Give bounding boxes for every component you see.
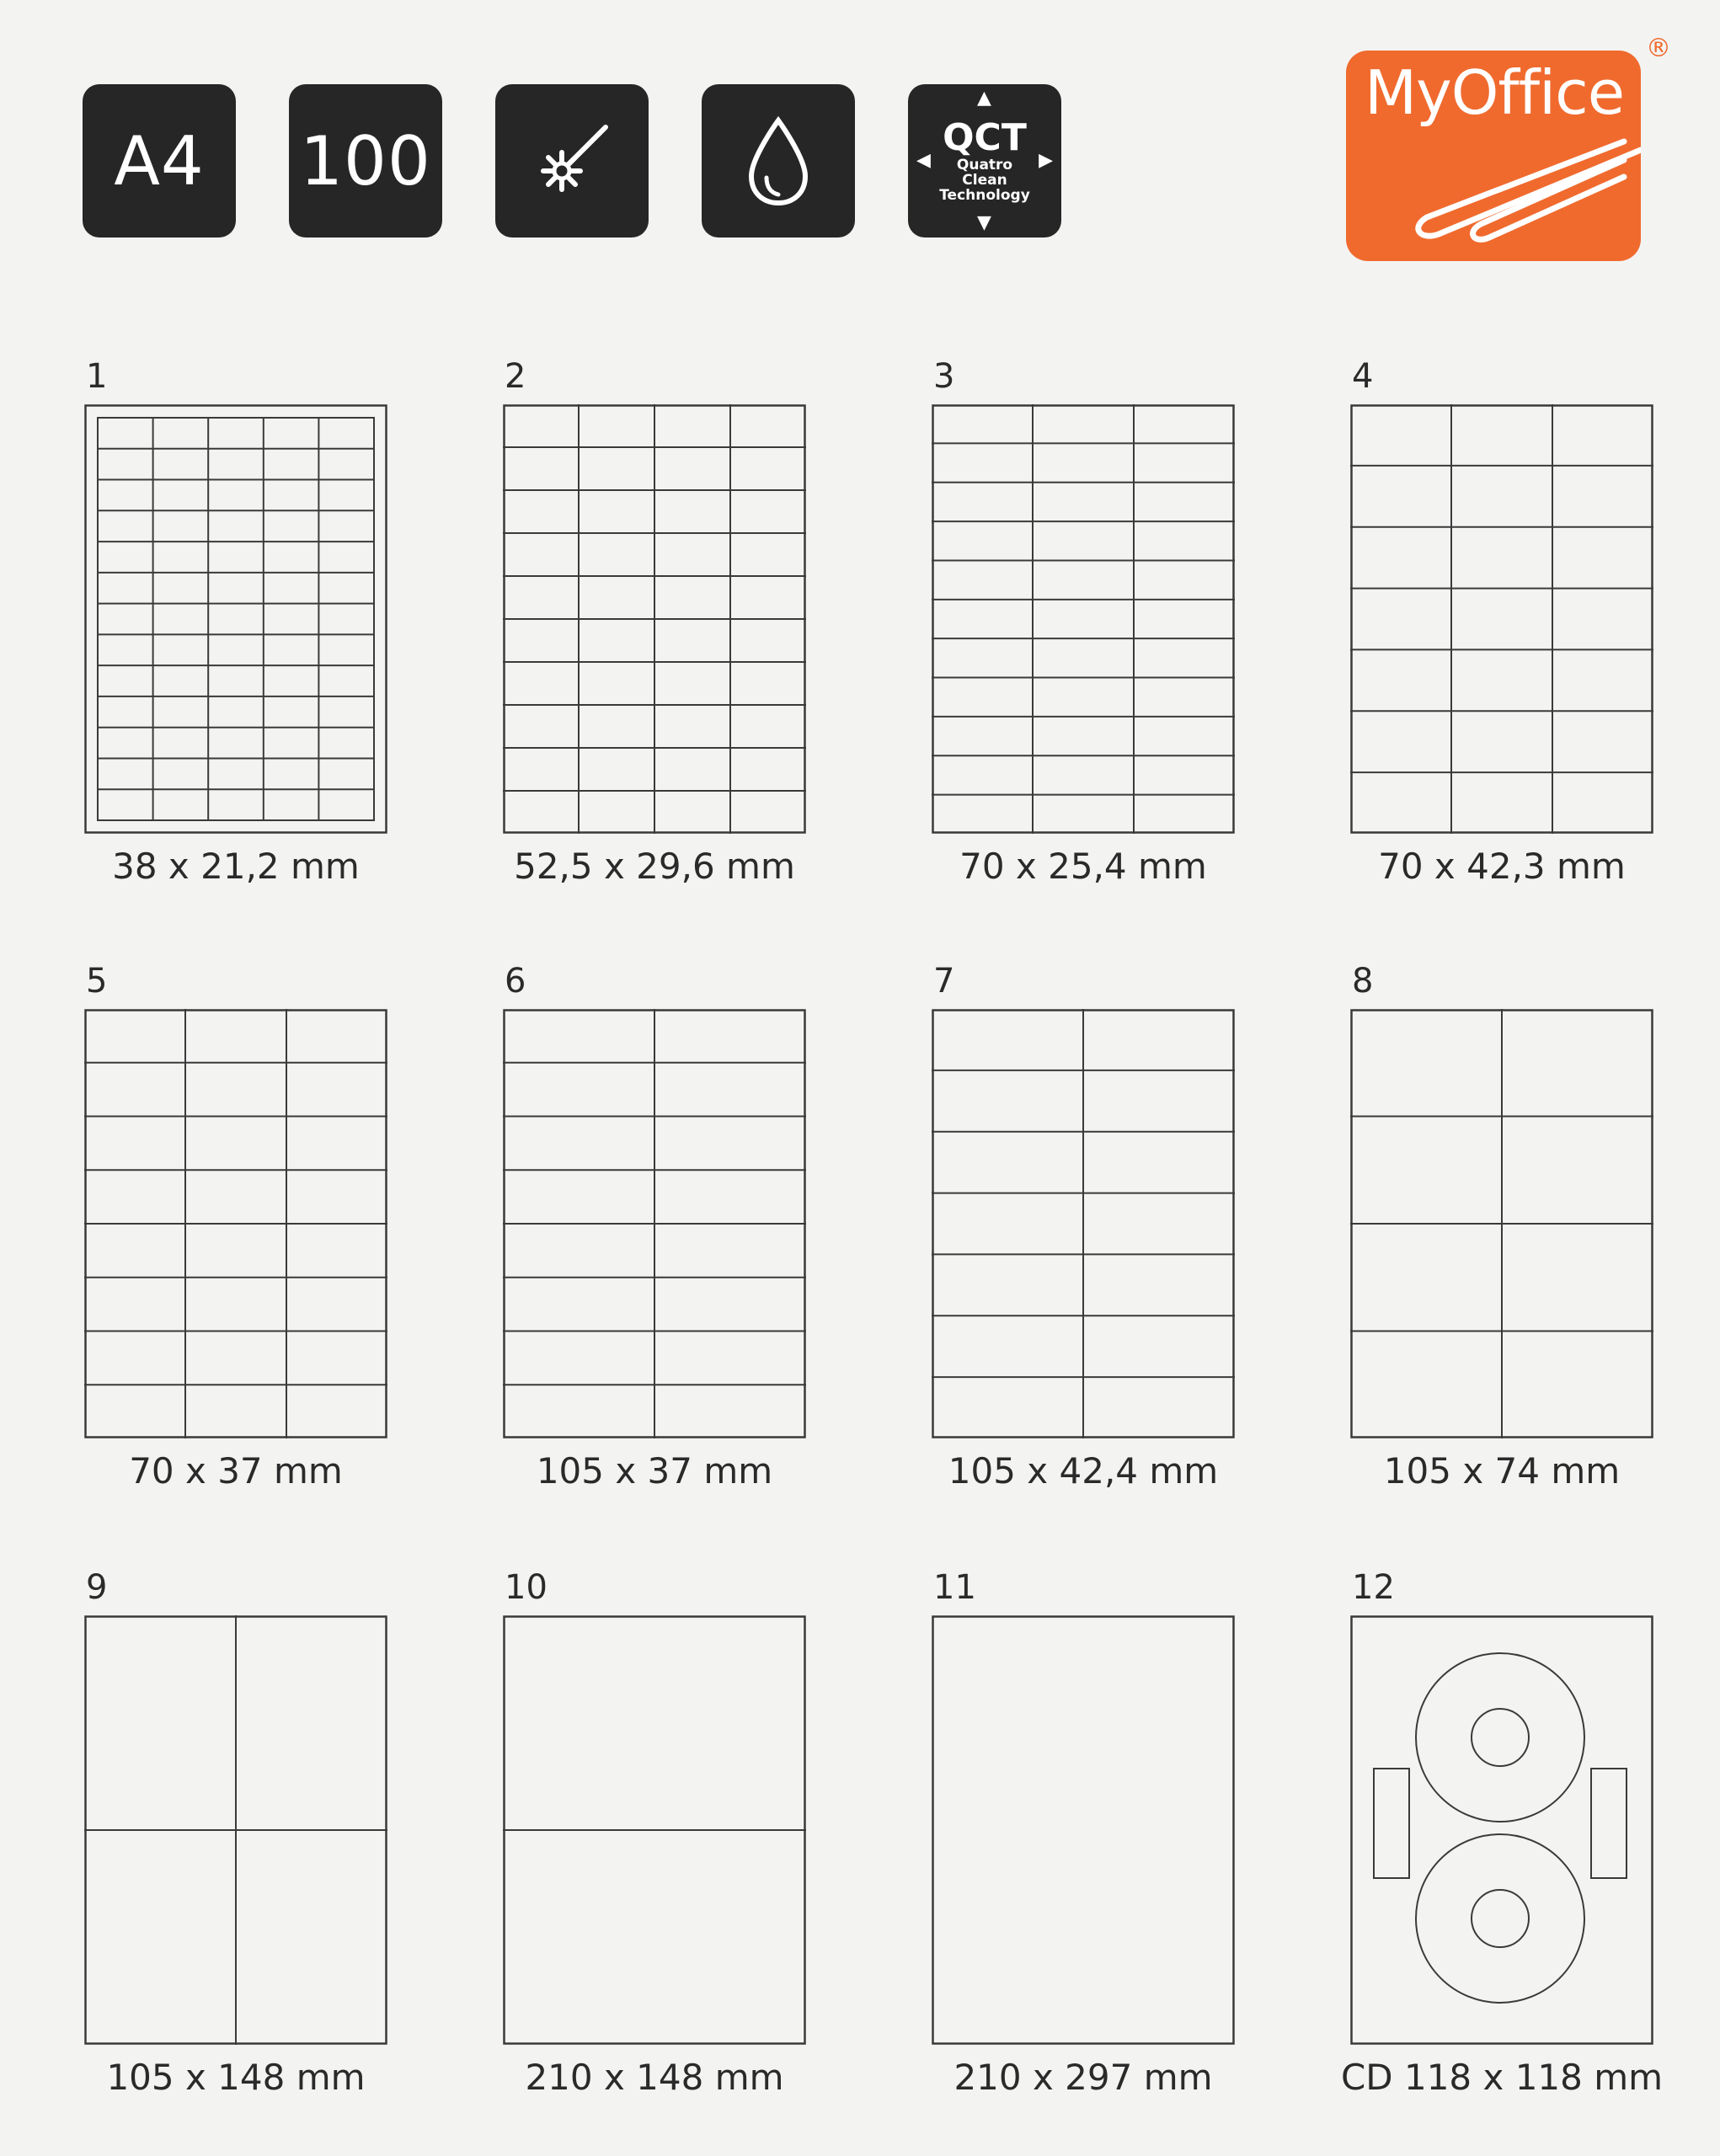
sheet-outline [933,1617,1234,2044]
label-sheet-diagram [84,404,387,834]
layout-number: 4 [1352,357,1374,396]
layout-number: 11 [933,1568,976,1607]
sheet-svg [503,1615,806,2045]
count-badge [289,84,442,237]
sheet-svg [932,1615,1235,2045]
label-area [98,418,374,820]
a4-badge [83,84,236,237]
layout-number: 5 [86,962,108,1001]
layout-number: 10 [505,1568,548,1607]
count-label: 100 [300,121,431,200]
label-sheet-diagram [932,1615,1235,2045]
arrow-left-icon: ◀ [916,150,931,171]
sheet-svg [932,1009,1235,1438]
layout-number: 3 [933,357,955,396]
label-sheet-diagram [932,1009,1235,1438]
sheet-svg [84,1009,387,1438]
label-sheet-diagram [84,1615,387,2045]
label-sheet-diagram [84,1009,387,1438]
layout-number: 8 [1352,962,1374,1001]
label-dimensions: 38 x 21,2 mm [112,846,360,887]
label-sheet-diagram [503,1615,806,2045]
layout-number: 7 [933,962,955,1001]
sheet-svg [84,1615,387,2045]
label-dimensions: 210 x 297 mm [953,2057,1213,2098]
spine-label [1374,1769,1409,1878]
sheet-outline [1352,406,1653,833]
laser-icon-svg [521,110,622,211]
cd-hole [1472,1890,1529,1947]
label-sheet-diagram [503,1009,806,1438]
qct-sub-3: Technology [939,187,1030,204]
label-dimensions: 210 x 148 mm [525,2057,784,2098]
sheet-svg [932,404,1235,834]
drop-icon-svg [728,110,829,211]
arrow-right-icon: ▶ [1039,150,1053,171]
layout-number: 1 [86,357,108,396]
spine-label [1591,1769,1627,1878]
myoffice-logo [1346,51,1641,261]
qct-sub-2: Clean [962,172,1007,189]
registered-mark: ® [1646,34,1671,63]
layout-number: 6 [505,962,526,1001]
sheet-svg [503,404,806,834]
qct-badge [908,84,1061,237]
layout-number: 9 [86,1568,108,1607]
layout-number: 2 [505,357,526,396]
label-dimensions: 105 x 37 mm [536,1450,773,1492]
cd-label-outline [1416,1653,1584,1822]
qct-sub-1: Quatro [956,157,1013,173]
label-sheet-diagram [1350,404,1653,834]
label-sheet-diagram [932,404,1235,834]
label-dimensions: 70 x 25,4 mm [959,846,1207,887]
sheet-svg [84,404,387,834]
label-sheet-diagram [503,404,806,834]
cd-label-outline [1416,1834,1584,2003]
logo-text: MyOffice [1365,57,1624,128]
label-dimensions: 105 x 42,4 mm [948,1450,1219,1492]
label-dimensions: 52,5 x 29,6 mm [514,846,795,887]
label-dimensions: CD 118 x 118 mm [1340,2057,1664,2098]
cd-hole [1472,1709,1529,1766]
qct-title: QCT [943,116,1027,159]
sheet-outline [86,406,387,833]
paperclip-icon [1346,51,1641,261]
sheet-svg [1350,1615,1653,2045]
layout-number: 12 [1352,1568,1395,1607]
ink-drop-icon [702,84,855,237]
sheet-svg [1350,1009,1653,1438]
label-sheet-diagram [1350,1615,1653,2045]
sheet-outline [933,406,1234,833]
sheet-svg [1350,404,1653,834]
label-dimensions: 105 x 148 mm [106,2057,366,2098]
sheet-outline [1352,1617,1653,2044]
label-dimensions: 70 x 37 mm [129,1450,343,1492]
label-dimensions: 70 x 42,3 mm [1378,846,1626,887]
a4-label: A4 [114,121,205,200]
arrow-up-icon: ▲ [977,88,991,109]
label-dimensions: 105 x 74 mm [1383,1450,1621,1492]
laser-printer-icon [495,84,649,237]
sheet-svg [503,1009,806,1438]
label-sheet-diagram [1350,1009,1653,1438]
arrow-down-icon: ▼ [977,212,991,233]
